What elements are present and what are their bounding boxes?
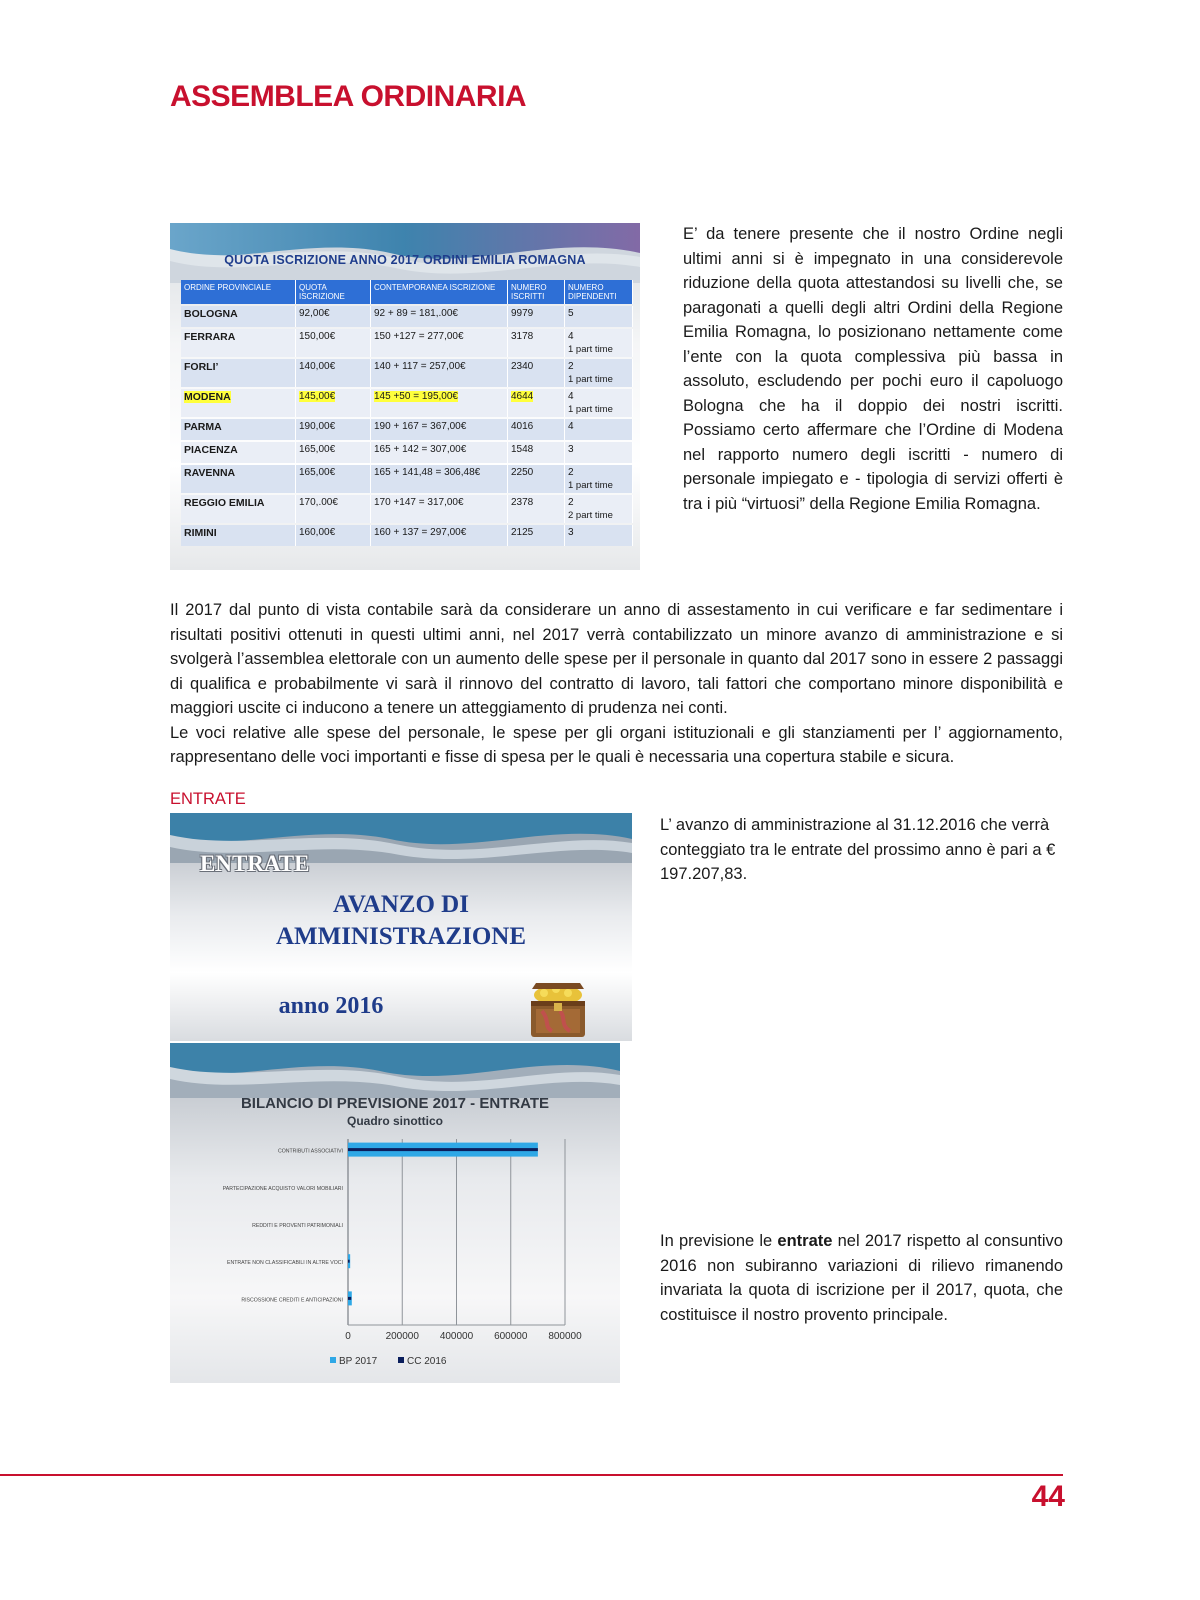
table-row [181,525,633,546]
cell-text: 2378 [511,497,534,508]
x-tick-label: 800000 [548,1331,582,1342]
cell-contemporanea [371,442,508,463]
cell-contemporanea [371,359,508,387]
slide-label: ENTRATE [200,851,310,876]
cell-ordine [181,329,296,357]
cell-text: FORLI’ [184,361,219,373]
page-title: ASSEMBLEA ORDINARIA [170,80,527,113]
section-heading: ENTRATE [170,790,246,808]
cell-iscritti [508,525,565,546]
cell-iscritti [508,359,565,387]
cell-text: 140,00€ [299,361,336,372]
page-number: 44 [1031,1480,1065,1513]
body-paragraph: Le voci relative alle spese del personale, le spese per gli organi istituzionali e gli stanziamenti per l’ aggiornamento, rappresentano delle voci importanti e fisse di spesa per le quali è necessaria una copertura stabile e sicura. [170,723,1063,766]
cell-ordine [181,495,296,523]
category-label: RISCOSSIONE CREDITI E ANTICIPAZIONI [241,1297,343,1304]
chart-subtitle: Quadro sinottico [347,1114,443,1128]
cell-text: 170 +147 = 317,00€ [374,497,464,508]
table-body [181,306,633,546]
slide-title: AMMINISTRAZIONE [275,923,527,950]
cell-text: 190 + 167 = 367,00€ [374,421,467,432]
cell-quota [296,525,371,546]
cell-text: 2 [568,467,574,478]
cell-text: 145,00€ [299,391,336,402]
cell-text: 4 [568,331,574,342]
cell-iscritti [508,419,565,440]
cell-iscritti [508,329,565,357]
part-time-note: 2 part time [568,510,613,521]
table-row [181,359,633,387]
table-header-row [181,280,633,304]
column-header: NUMERO ISCRITTI [508,280,565,304]
cell-contemporanea [371,329,508,357]
slide-year: anno 2016 [278,993,384,1019]
table-row [181,389,633,417]
cell-iscritti [508,465,565,493]
legend-swatch [398,1357,404,1363]
cell-text: 2125 [511,527,534,538]
cell-text: REGGIO EMILIA [184,497,265,509]
cell-text: 2340 [511,361,534,372]
avanzo-paragraph: L’ avanzo di amministrazione al 31.12.2016 che verrà conteggiato tra le entrate del prossimo anno è pari a € 197.207,83. [660,816,1056,883]
cell-dipendenti [565,525,633,546]
cell-text: 1548 [511,444,534,455]
cell-text: 160,00€ [299,527,336,538]
bar-cc-2016 [348,1148,538,1151]
cell-contemporanea [371,419,508,440]
cell-dipendenti [565,389,633,417]
footer-rule [0,1474,1063,1476]
bold-text: entrate [777,1232,833,1250]
category-label: PARTECIPAZIONE ACQUISTO VALORI MOBILIARI [222,1185,343,1192]
cell-quota [296,359,371,387]
cell-text: 92,00€ [299,308,330,319]
cell-contemporanea [371,465,508,493]
cell-iscritti [508,306,565,327]
cell-text: BOLOGNA [184,308,238,320]
cell-text: 4 [568,421,574,432]
cell-text: 150,00€ [299,331,336,342]
category-label: REDDITI E PROVENTI PATRIMONIALI [252,1223,343,1229]
part-time-note: 1 part time [568,344,613,355]
cell-text: PIACENZA [184,444,238,456]
legend-label: CC 2016 [407,1356,447,1367]
table-row [181,465,633,493]
body-paragraphs [170,598,1063,770]
part-time-note: 1 part time [568,404,613,415]
cell-text: 170,.00€ [299,497,338,508]
cell-text: 9979 [511,308,534,319]
x-tick-label: 600000 [494,1331,528,1342]
cell-ordine [181,359,296,387]
cell-text: RAVENNA [184,467,236,479]
cell-contemporanea [371,495,508,523]
table-row [181,419,633,440]
table-title: QUOTA ISCRIZIONE ANNO 2017 ORDINI EMILIA ROMAGNA [224,253,586,267]
cell-ordine [181,389,296,417]
text-run: nel 2017 rispetto al consuntivo 2016 non subiranno variazioni di rilievo rimanendo invariata la quota di iscrizione per il 2017, quota, che costituisce il nostro provento principale. [660,1232,1063,1324]
cell-text: 190,00€ [299,421,336,432]
cell-iscritti [508,442,565,463]
bar-cc-2016 [348,1260,350,1263]
cell-text: 3 [568,527,574,538]
x-tick-label: 400000 [439,1331,474,1342]
column-header: CONTEMPORANEA ISCRIZIONE [371,280,508,304]
column-header: QUOTA ISCRIZIONE [296,280,371,304]
entrate-bar-chart [170,1043,620,1383]
table-row [181,329,633,357]
cell-text: 165 + 142 = 307,00€ [374,444,467,455]
entrate-paragraph [660,1229,1063,1327]
cell-text: 145 +50 = 195,00€ [374,391,458,402]
category-label: CONTRIBUTI ASSOCIATIVI [277,1148,343,1155]
text-run: In previsione le [660,1232,778,1250]
part-time-note: 1 part time [568,374,613,385]
cell-contemporanea [371,389,508,417]
cell-text: 2 [568,361,574,372]
cell-quota [296,329,371,357]
cell-text: 3178 [511,331,534,342]
cell-text: RIMINI [184,527,217,539]
slide-title: AVANZO DI [333,891,469,918]
quota-table-slide [170,223,640,570]
cell-text: 2250 [511,467,534,478]
legend-label: BP 2017 [339,1356,378,1367]
intro-paragraph: E’ da tenere presente che il nostro Ordine negli ultimi anni si è impegnato in una considerevole riduzione della quota attestandosi su livelli che, se paragonati a quelli degli altri Ordini della Regione Emilia Romagna, lo posizionano nettamente come l’ente con la quota complessiva più bassa in assoluto, escludendo per pochi euro il capoluogo Bologna che ha il doppio dei nostri iscritti. Possiamo certo affermare che l’Ordine di Modena nel rapporto numero degli iscritti - numero di personale impiegato e - tipologia di servizi offerti è tra i più “virtuosi” della Regione Emilia Romagna. [683,225,1063,513]
column-header: NUMERO DIPENDENTI [565,280,633,304]
table-row [181,306,633,327]
part-time-note: 1 part time [568,480,613,491]
cell-text: 165,00€ [299,467,336,478]
cell-text: 4016 [511,421,534,432]
cell-text: 150 +127 = 277,00€ [374,331,464,342]
cell-text: 2 [568,497,574,508]
bar-cc-2016 [348,1297,351,1300]
cell-dipendenti [565,306,633,327]
cell-quota [296,389,371,417]
chart-title: BILANCIO DI PREVISIONE 2017 - ENTRATE [240,1095,550,1112]
cell-text: 5 [568,308,574,319]
body-paragraph: Il 2017 dal punto di vista contabile sarà da considerare un anno di assestamento in cui verificare e far sedimentare i risultati positivi ottenuti in questi ultimi anni, nel 2017 verrà contabilizzato un minore avanzo di amministrazione e si svolgerà l’assemblea elettorale con un aumento delle spese per il personale in quanto dal 2017 sono in essere 2 passaggi di qualifica e probabilmente vi sarà il rinnovo del contratto di lavoro, tali fattori che comportano minore disponibilità e maggiori uscite ci inducono a tenere un atteggiamento di prudenza nei conti. [170,601,1063,717]
cell-text: 92 + 89 = 181,.00€ [374,308,458,319]
category-label: ENTRATE NON CLASSIFICABILI IN ALTRE VOCI [227,1260,343,1267]
column-header: ORDINE PROVINCIALE [181,280,296,304]
legend-swatch [330,1357,336,1363]
table-row [181,442,633,463]
cell-text: 4644 [511,391,534,402]
cell-dipendenti [565,359,633,387]
cell-text: MODENA [184,391,231,403]
cell-ordine [181,465,296,493]
cell-text: 3 [568,444,574,455]
cell-ordine [181,442,296,463]
cell-quota [296,419,371,440]
cell-text: 140 + 117 = 257,00€ [374,361,466,372]
cell-quota [296,306,371,327]
cell-quota [296,465,371,493]
cell-iscritti [508,389,565,417]
x-tick-label: 0 [345,1331,351,1342]
cell-text: 4 [568,391,574,402]
cell-ordine [181,525,296,546]
cell-dipendenti [565,465,633,493]
cell-quota [296,495,371,523]
avanzo-slide [170,813,632,1041]
cell-iscritti [508,495,565,523]
x-tick-label: 200000 [385,1331,419,1342]
cell-text: PARMA [184,421,222,433]
quota-table [181,278,633,548]
cell-ordine [181,419,296,440]
cell-text: 160 + 137 = 297,00€ [374,527,467,538]
cell-text: 165 + 141,48 = 306,48€ [374,467,481,478]
cell-dipendenti [565,419,633,440]
cell-text: 165,00€ [299,444,336,455]
cell-dipendenti [565,329,633,357]
cell-dipendenti [565,442,633,463]
treasure-chest-icon [526,981,590,1041]
cell-text: FERRARA [184,331,236,343]
cell-contemporanea [371,525,508,546]
table-row [181,495,633,523]
cell-ordine [181,306,296,327]
chart-slide [170,1043,620,1383]
cell-dipendenti [565,495,633,523]
cell-contemporanea [371,306,508,327]
cell-quota [296,442,371,463]
